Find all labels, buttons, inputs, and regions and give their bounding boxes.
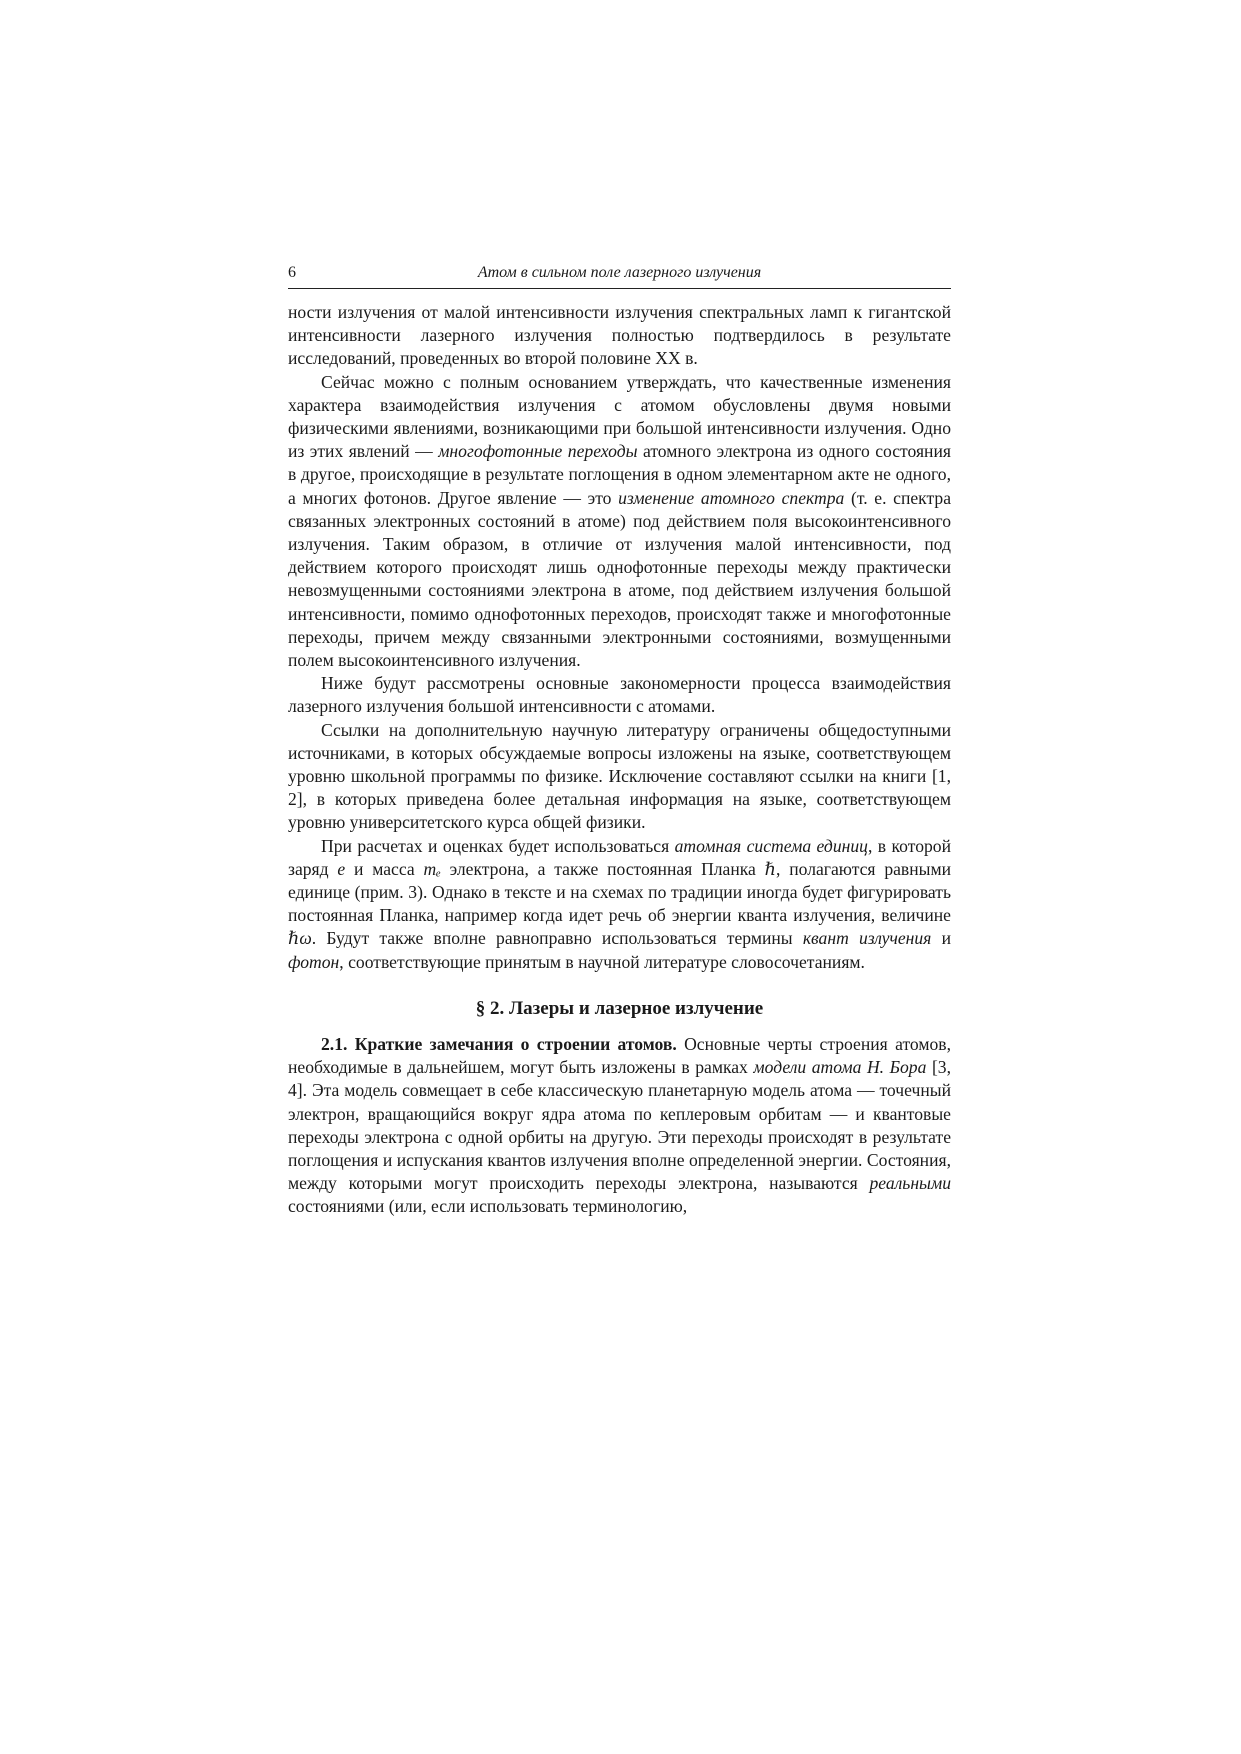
symbol-quantum-energy: ℏω — [288, 928, 312, 949]
paragraph-1: ности излучения от малой интенсивности излучения спектральных ламп к гигантской интенсивности лазерного излучения полностью подтвердилось в результате исследований, проведенных во второй половине XX в. — [288, 302, 951, 369]
term-radiation-quantum: квант излучения — [802, 928, 932, 949]
subsection-title: 2.1. Краткие замечания о строении атомов. — [321, 1033, 677, 1054]
paragraph-2: Сейчас можно с полным основанием утверждать, что качественные изменения характера взаимодействия излучения с атомом обусловлены двумя новыми физическими явлениями, возникающими при большой интенсивности излучения. Одно из этих явлений — многофотонные переходы атомного электрона из одного состояния в другое, происходящие в результате поглощения в одном элементарном акте не одного, а многих фотонов. Другое явление — это изменение атомного спектра (т. е. спектра связанных электронных состояний в атоме) под действием поля высокоинтенсивного излучения. Таким образом, в отличие от излучения малой интенсивности, под действием которого происходят лишь однофотонные переходы между практически невозмущенными состояниями электрона в атоме, под действием излучения большой интенсивности, помимо однофотонных переходов, происходят также и многофотонные переходы, причем между связанными электронными состояниями, возмущенными полем высокоинтенсивного излучения. — [288, 371, 952, 671]
running-title: Атом в сильном поле лазерного излучения — [477, 264, 762, 281]
symbol-electron-mass: mₑ — [423, 858, 441, 879]
page-number: 6 — [288, 264, 296, 281]
section-heading: § 2. Лазеры и лазерное излучение — [475, 997, 764, 1019]
term-real-states: реальными — [869, 1173, 951, 1194]
term-photon: фотон — [288, 951, 340, 972]
subsection-paragraph: 2.1. Краткие замечания о строении атомов. Основные черты строения атомов, необходимые в дальнейшем, могут быть изложены в рамках модели атома Н. Бора [3, 4]. Эта модель совмещает в себе классическую планетарную модель атома — точечный электрон, вращающийся вокруг ядра атома по кеплеровым орбитам — и квантовые переходы электрона с одной орбиты на другую. Эти переходы происходят в результате поглощения и испускания квантов излучения вполне определенной энергии. Состояния, между которыми могут происходить переходы электрона, называются реальными состояниями (или, если использовать терминологию, — [288, 1033, 952, 1217]
symbol-charge: e — [337, 858, 346, 879]
paragraph-5: При расчетах и оценках будет использоваться атомная система единиц, в которой заряд e и масса mₑ электрона, а также постоянная Планка ℏ, полагаются равными единице (прим. 3). Однако в тексте и на схемах по традиции иногда будет фигурировать постоянная Планка, например когда идет речь об энергии кванта излучения, величине ℏω. Будут также вполне равноправно использоваться термины квант излучения и фотон, соответствующие принятым в научной литературе словосочетаниям. — [288, 835, 952, 972]
body-text — [288, 301, 951, 1219]
book-page — [288, 262, 951, 1219]
term-multiphoton-transitions: многофотонные переходы — [438, 441, 638, 462]
paragraph-3: Ниже будут рассмотрены основные закономерности процесса взаимодействия лазерного излучения большой интенсивности с атомами. — [288, 673, 951, 717]
term-atomic-units: атомная система единиц — [674, 835, 868, 856]
running-head — [288, 262, 951, 289]
term-bohr-model: модели атома Н. Бора — [753, 1057, 927, 1078]
symbol-planck: ℏ — [764, 858, 777, 879]
term-atomic-spectrum-change: изменение атомного спектра — [618, 487, 845, 508]
paragraph-4: Ссылки на дополнительную научную литературу ограничены общедоступными источниками, в которых обсуждаемые вопросы изложены на языке, соответствующем уровню школьной программы по физике. Исключение составляют ссылки на книги [1, 2], в которых приведена более детальная информация на языке, соответствующем уровню университетского курса общей физики. — [288, 719, 951, 833]
